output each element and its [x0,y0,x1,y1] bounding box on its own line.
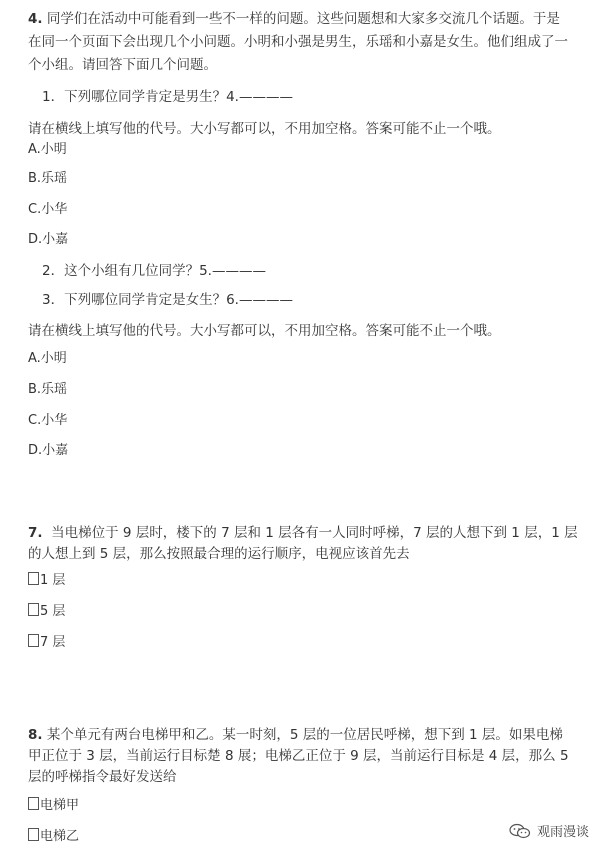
q7-line-2: 的人想上到 5 层，那么按照最合理的运行顺序，电视应该首先去 [28,546,410,562]
q7-option-3[interactable]: 7 层 [28,634,65,652]
q4-option-b-2: B.乐瑶 [28,382,68,397]
checkbox-icon[interactable] [28,572,39,585]
q4-instruction-2: 请在横线上填写他的代号。大小写都可以，不用加空格。答案可能不止一个哦。 [28,323,501,339]
watermark [509,821,589,840]
q4-option-c-2: C.小华 [28,413,68,428]
q8-option-1[interactable]: 电梯甲 [28,797,79,815]
q4-intro-line-2: 在同一个页面下会出现几个小问题。小明和小强是男生，乐瑶和小嘉是女生。他们组成了一 [28,34,568,50]
q7-line-1: 7. 当电梯位于 9 层时，楼下的 7 层和 1 层各有一人同时呼梯，7 层的人想下到 1 层，1 层 [28,525,578,541]
q4-option-a-2: A.小明 [28,351,67,366]
wechat-icon [509,823,531,839]
q4-option-c-1: C.小华 [28,202,68,217]
q4-sub-question-2: 2．这个小组有几位同学？5.———— [42,263,266,279]
checkbox-icon[interactable] [28,797,39,810]
q4-sub-question-1: 1．下列哪位同学肯定是男生？4.———— [42,89,293,105]
q4-intro-line-3: 个小组。请回答下面几个问题。 [28,57,217,73]
q4-instruction-1: 请在横线上填写他的代号。大小写都可以，不用加空格。答案可能不止一个哦。 [28,121,501,137]
checkbox-icon[interactable] [28,634,39,647]
q7-option-2[interactable]: 5 层 [28,603,65,621]
q7-number: 7. [28,525,43,541]
checkbox-icon[interactable] [28,603,39,616]
q4-number: 4. [28,11,43,27]
q8-line-3: 层的呼梯指令最好发送给 [28,769,177,785]
q4-option-d-1: D.小嘉 [28,232,69,247]
watermark-text: 观雨漫谈 [536,825,589,840]
q4-sub-question-3: 3．下列哪位同学肯定是女生？6.———— [42,292,293,308]
q8-line-1: 8. 某个单元有两台电梯甲和乙。某一时刻，5 层的一位居民呼梯，想下到 1 层。如果电梯 [28,727,563,743]
q4-intro-line-1: 4. 同学们在活动中可能看到一些不一样的问题。这些问题想和大家多交流几个话题。于是 [28,11,560,27]
q8-option-2[interactable]: 电梯乙 [28,828,79,846]
checkbox-icon[interactable] [28,828,39,841]
q8-line-2: 甲正位于 3 层，当前运行目标楚 8 展；电梯乙正位于 9 层，当前运行目标是 4 层，那么 5 [28,748,569,764]
q4-option-a-1: A.小明 [28,142,67,157]
q4-option-b-1: B.乐瑶 [28,171,68,186]
q7-option-1[interactable]: 1 层 [28,572,65,590]
q4-option-d-2: D.小嘉 [28,443,69,458]
q8-number: 8. [28,727,43,743]
